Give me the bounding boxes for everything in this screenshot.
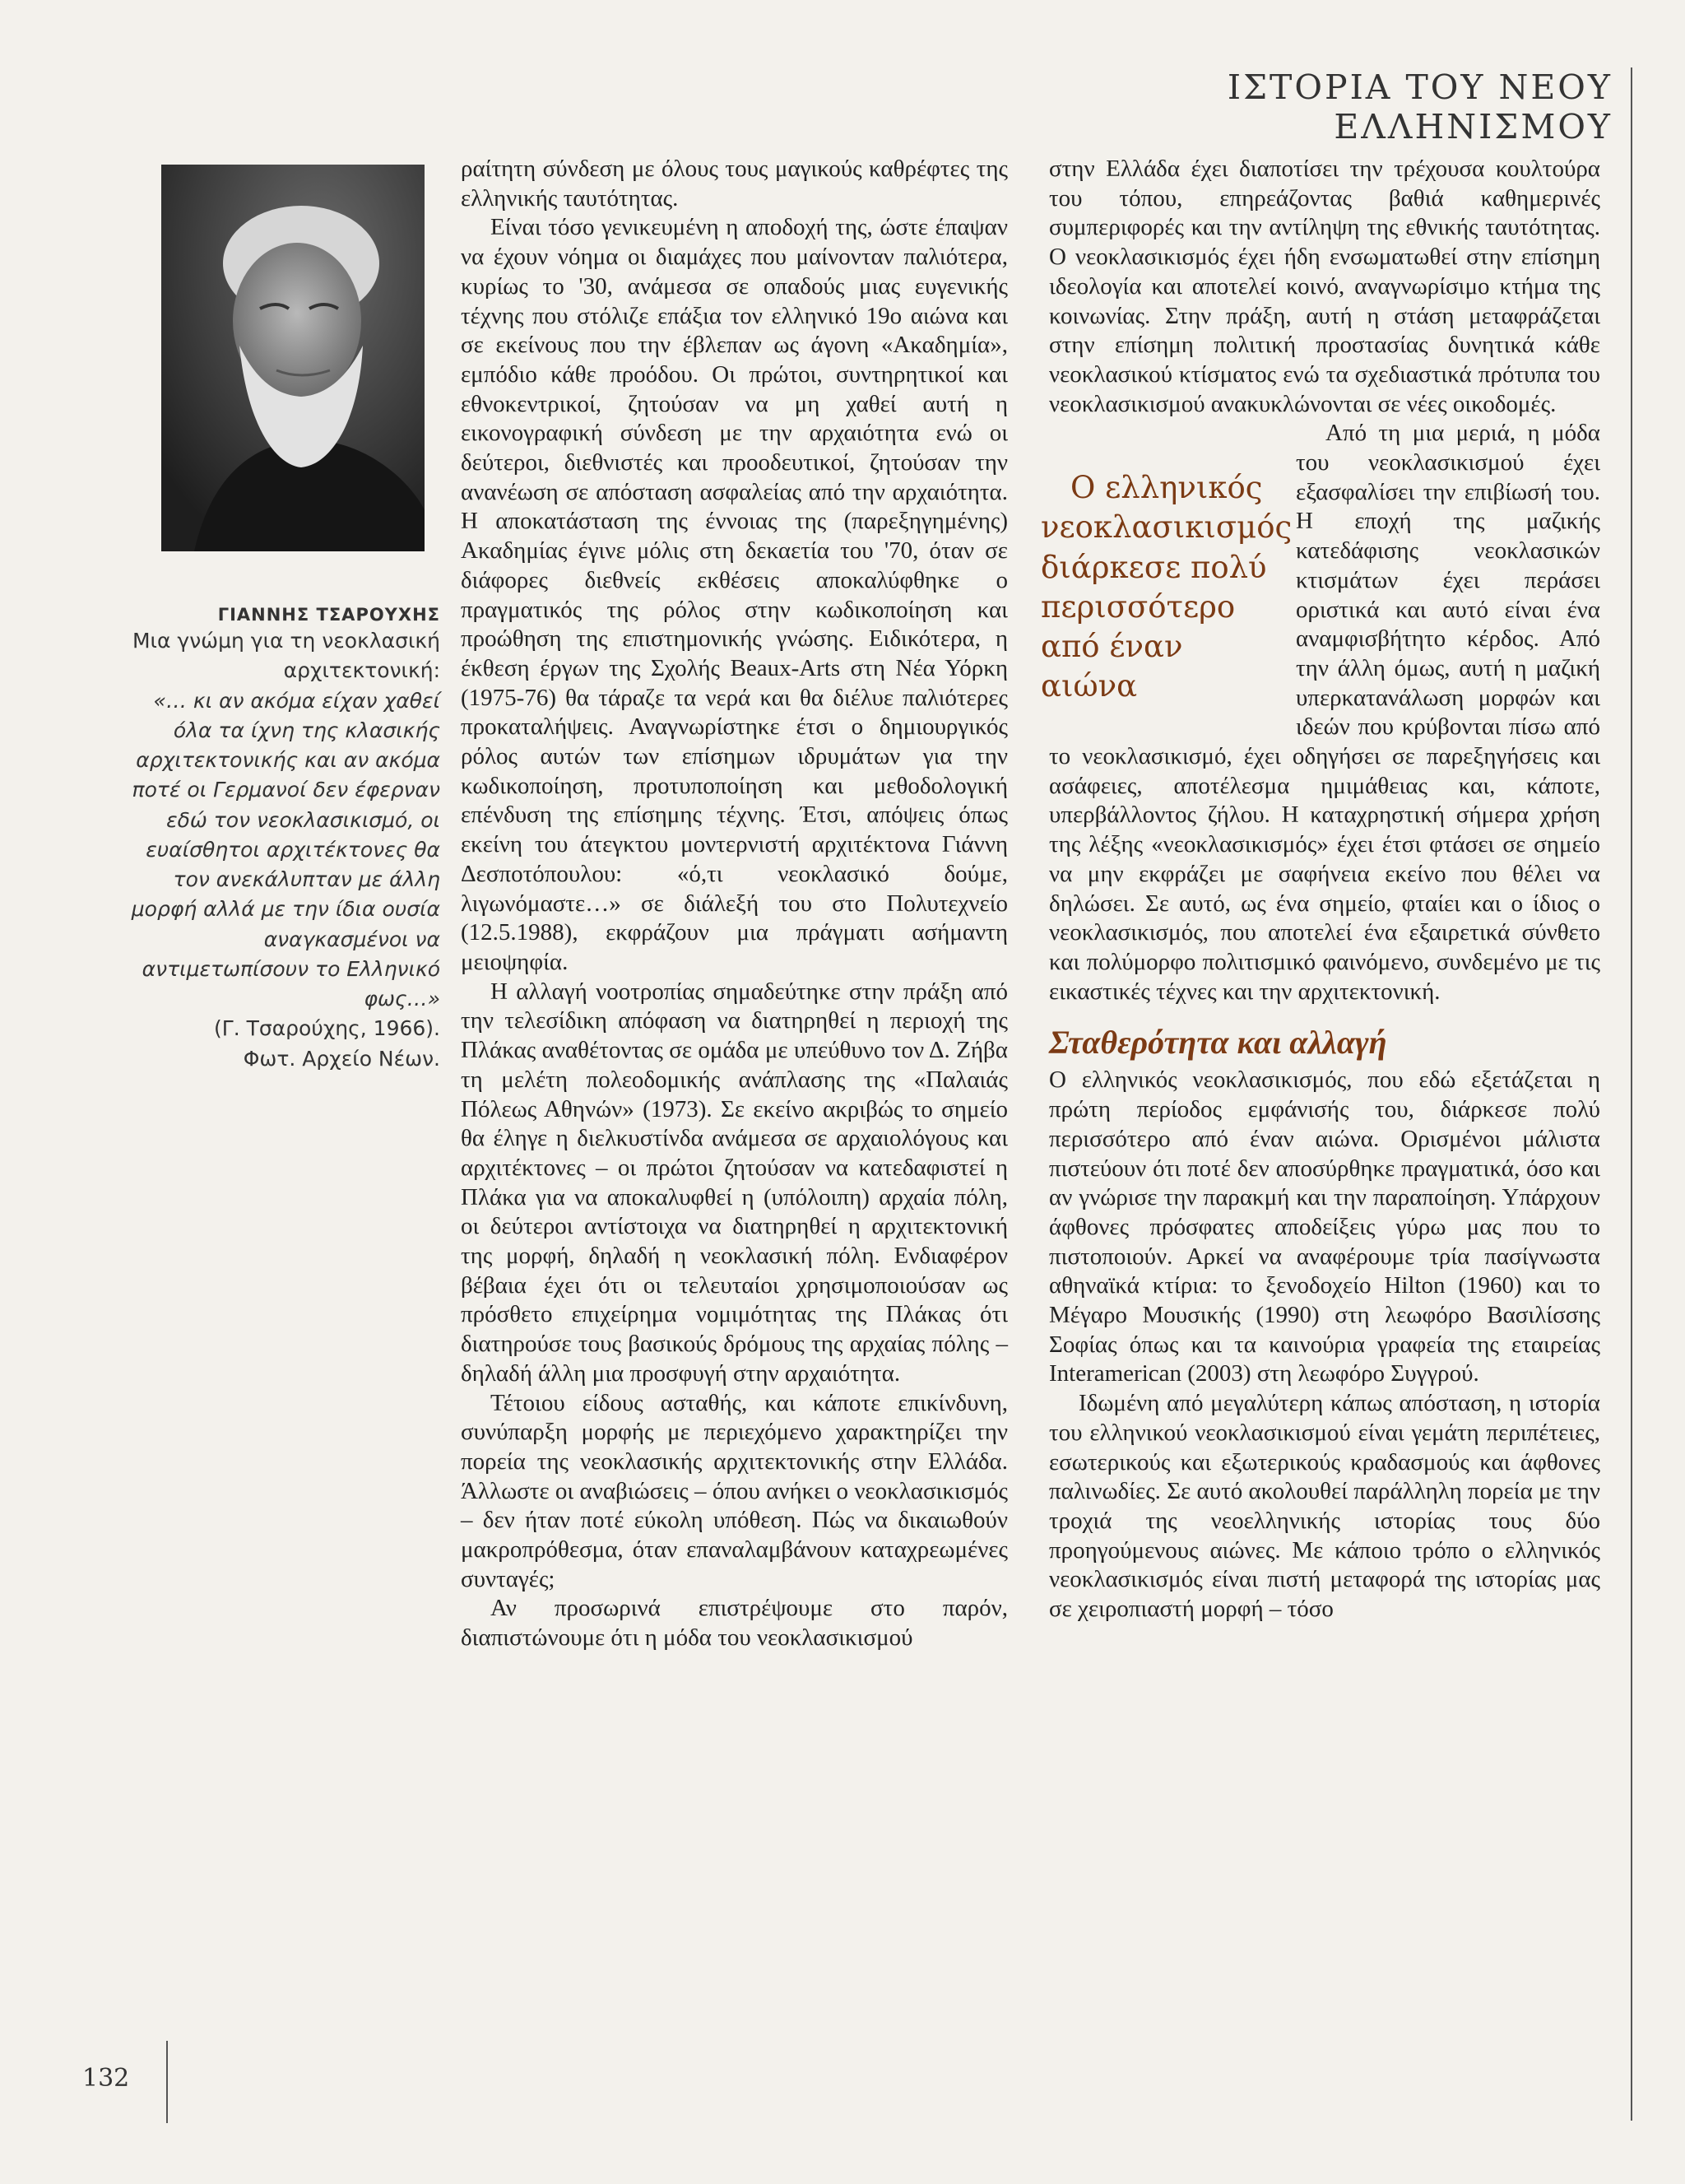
paragraph: ραίτητη σύνδεση με όλους τους μαγικούς καθρέφτες της ελληνικής ταυτότητας. <box>461 156 1008 211</box>
paragraph: Ιδωμένη από μεγαλύτερη κάπως απόσταση, η ιστορία του ελληνικού νεοκλασικισμού είναι γεμάτη περιπέτειες, εσωτερικούς και εξωτερικούς κραδασμούς και άφθονες παλινωδίες. Σε αυτό ακολουθεί παράλληλη πορεία με την τροχιά της νεοελληνικής ιστορίας τους δύο προηγούμενους αιώνες. Με κάποιο τρόπο ο ελληνικός νεοκλασικισμός είναι πιστή μεταφορά της ιστορίας μας σε χειροπιαστή μορφή – τόσο <box>1049 1390 1600 1623</box>
photo-caption <box>123 605 440 1074</box>
portrait-photo <box>161 165 425 551</box>
running-head: ΙΣΤΟΡΙΑ ΤΟΥ ΝΕΟΥ ΕΛΛΗΝΙΣΜΟΥ <box>1227 67 1613 146</box>
paragraph-text: Από τη μια μεριά, η μόδα του νεοκλασικισμού έχει εξασφαλίσει την επιβίωσή του. Η εποχή της μαζικής κατεδάφισης νεοκλασικών κτισμάτων έχει περάσει οριστικά και αυτό είναι ένα αναμφισβήτητο κέρδος. Από την άλλη όμως, αυτή η μαζική υπερκατανάλωση μορφών και ιδεών που κρύβονται πίσω από το νεοκλασικισμό, έχει οδηγήσει σε παρεξηγήσεις και ασάφειες, αποτέλεσμα ημιμάθειας και, κάποτε, υπερβάλλοντος ζήλου. Η καταχρηστική σήμερα χρήση της λέξης «νεοκλασικισμός» έχει έτσι φτάσει σε σημείο να μην εκφράζει με σαφήνεια εκείνο που θέλει να δηλώσει. Σε αυτό, ως ένα σημείο, φταίει και ο ίδιος ο νεοκλασικισμός, που αποτελεί ένα εξαιρετικά σύνθετο και πολύμορφο πολιτισμικό φαινόμενο, συνδεμένο με τις εικαστικές τέχνες και την αρχιτεκτονική. <box>1049 420 1600 1005</box>
caption-name: ΓΙΑΝΝΗΣ ΤΣΑΡΟΥΧΗΣ <box>217 605 440 625</box>
paragraph: Ο ελληνικός νεοκλασικισμός, που εδώ εξετάζεται η πρώτη περίοδος εμφάνισής του, διάρκεσε πολύ περισσότερο από έναν αιώνα. Ορισμένοι μάλιστα πιστεύουν ότι ποτέ δεν αποσύρθηκε πραγματικά, όσο και αν γνώρισε την παρακμή και την παραποίηση. Υπάρχουν άφθονες πρόσφατες αποδείξεις γύρω μας που το πιστοποιούν. Αρκεί να αναφέρουμε τρία πασίγνωστα αθηναϊκά κτίρια: το ξενοδοχείο Hilton (1960) και το Μέγαρο Μουσικής (1990) στη λεωφόρο Βασιλίσσης Σοφίας όπως και τα καινούρια γραφεία της εταιρείας Interamerican (2003) στη λεωφόρο Συγγρού. <box>1049 1066 1600 1387</box>
article-column-1 <box>461 155 1008 1653</box>
section-subheading: Σταθερότητα και αλλαγή <box>1049 1024 1387 1062</box>
paragraph: στην Ελλάδα έχει διαποτίσει την τρέχουσα κουλτούρα του τόπου, επηρεάζοντας βαθιά καθημερινές συμπεριφορές και την αντίληψη της εθνικής ταυτότητας. Ο νεοκλασικισμός έχει ήδη ενσωματωθεί στην επίσημη ιδεολογία και αποτελεί κοινό, αναγνωρίσιμο κτήμα της κοινωνίας. Στην πράξη, αυτή η στάση μεταφράζεται στην επίσημη πολιτική προστασίας δυνητικά κάθε νεοκλασικού κτίσματος ενώ τα σχεδιαστικά πρότυπα του νεοκλασικισμού ανακυκλώνονται σε νέες οικοδομές. <box>1049 156 1600 417</box>
paragraph: Είναι τόσο γενικευμένη η αποδοχή της, ώστε έπαψαν να έχουν νόημα οι διαμάχες που μαίνονταν παλιότερα, κυρίως το '30, ανάμεσα σε οπαδούς μιας ευγενικής τέχνης που στόλιζε επάξια τον ελληνικό 19ο αιώνα και σε εκείνους που την έβλεπαν ως άγονη «Ακαδημία», εμπόδιο κάθε προόδου. Οι πρώτοι, συντηρητικοί και εθνοκεντρικοί, ζητούσαν να μη χαθεί αυτή η εικονογραφική σύνδεση με την αρχαιότητα ενώ οι δεύτεροι, διεθνιστές και προοδευτικοί, ζητούσαν την ανανέωση σε απόσταση ασφαλείας από την αρχαιότητα. Η αποκατάσταση της έννοιας της (παρεξηγημένης) Ακαδημίας έγινε μόλις στη δεκαετία του '70, όταν σε διάφορες διεθνείς εκθέσεις αποκαλύφθηκε ο πραγματικός της ρόλος στην κωδικοποίηση και προώθηση της επιστημονικής γνώσης. Ειδικότερα, η έκθεση έργων της Σχολής Beaux-Arts στη Νέα Υόρκη (1975-76) θα τάραζε τα νερά και θα διέλυε παλιότερες προκαταλήψεις. Αναγνωρίστηκε έτσι ο δημιουργικός ρόλος αυτών των επίσημων ιδρυμάτων για την κωδικοποίηση, προτυποποίηση και μεθοδολογική επένδυση της επίσημης τέχνης. Έτσι, απόψεις όπως εκείνη του άτεγκτου μοντερνιστή αρχιτέκτονα Γιάννη Δεσποτόπουλου: «ό,τι νεοκλασικό δούμε, λιγωνόμαστε…» σε διάλεξή του στο Πολυτεχνείο (12.5.1988), εκφράζουν μια πράγματι ασήμαντη μειοψηφία. <box>461 214 1008 975</box>
caption-photo-credit: Φωτ. Αρχείο Νέων. <box>243 1046 440 1071</box>
paragraph: Αν προσωρινά επιστρέψουμε στο παρόν, διαπιστώνουμε ότι η μόδα του νεοκλασικισμού <box>461 1595 1008 1652</box>
paragraph-with-pull-quote <box>1041 419 1600 1006</box>
article-column-2 <box>1041 155 1600 1624</box>
page-number: 132 <box>82 2064 130 2093</box>
caption-quote: «… κι αν ακόμα είχαν χαθεί όλα τα ίχνη της κλασικής αρχιτεκτονικής και αν ακόμα ποτέ οι Γερμανοί δεν έφερναν εδώ τον νεοκλασικισμό, οι ευαίσθητοι αρχιτέκτονες θα τον ανεκάλυπταν με άλλη μορφή αλλά με την ίδια ουσία αναγκασμένοι να αντιμετωπίσουν το Ελληνικό φως…» <box>131 688 440 1011</box>
pull-quote: Ο ελληνικός νεοκλασικισμός διάρκεσε πολύ περισσότερο από έναν αιώνα <box>1041 470 1293 704</box>
caption-attribution: (Γ. Τσαρούχης, 1966). <box>214 1016 440 1041</box>
portrait-image <box>161 165 425 551</box>
paragraph: Η αλλαγή νοοτροπίας σημαδεύτηκε στην πράξη από την τελεσίδικη απόφαση να διατηρηθεί η περιοχή της Πλάκας αναθέτοντας σε ομάδα με υπεύθυνο τον Δ. Ζήβα τη μελέτη πολεοδομικής ανάπλασης της «Παλαιάς Πόλεως Αθηνών» (1973). Σε εκείνο ακριβώς το σημείο θα έληγε η διελκυστίνδα ανάμεσα σε αρχαιολόγους και αρχιτέκτονες – οι πρώτοι ζητούσαν να κατεδαφιστεί η Πλάκα για να αποκαλυφθεί η (υπόλοιπη) αρχαία πόλη, οι δεύτεροι αντίστοιχα να διατηρηθεί η αρχιτεκτονική της μορφή, δηλαδή η νεοκλασική πόλη. Ενδιαφέρον βέβαια έχει ότι οι τελευταίοι χρησιμοποιούσαν ως πρόσθετο επιχείρημα νομιμότητας της Πλάκας ότι διατηρούσε τους βασικούς δρόμους της αρχαίας πόλης – δηλαδή άλλη μια προσφυγή στην αρχαιότητα. <box>461 978 1008 1387</box>
caption-intro: Μια γνώμη για τη νεοκλασική αρχιτεκτονική: <box>132 629 440 683</box>
page-number-rule <box>166 2041 168 2123</box>
paragraph: Τέτοιου είδους ασταθής, και κάποτε επικίνδυνη, συνύπαρξη μορφής με περιεχόμενο χαρακτηρίζει την πορεία της νεοκλασικής αρχιτεκτονικής στην Ελλάδα. Άλλωστε οι αναβιώσεις – όπου ανήκει ο νεοκλασικισμός – δεν ήταν ποτέ εύκολη υπόθεση. Πώς να δικαιωθούν μακροπρόθεσμα, όταν επαναλαμβάνουν καταχρεωμένες συνταγές; <box>461 1389 1008 1592</box>
right-column-rule <box>1631 67 1632 2121</box>
